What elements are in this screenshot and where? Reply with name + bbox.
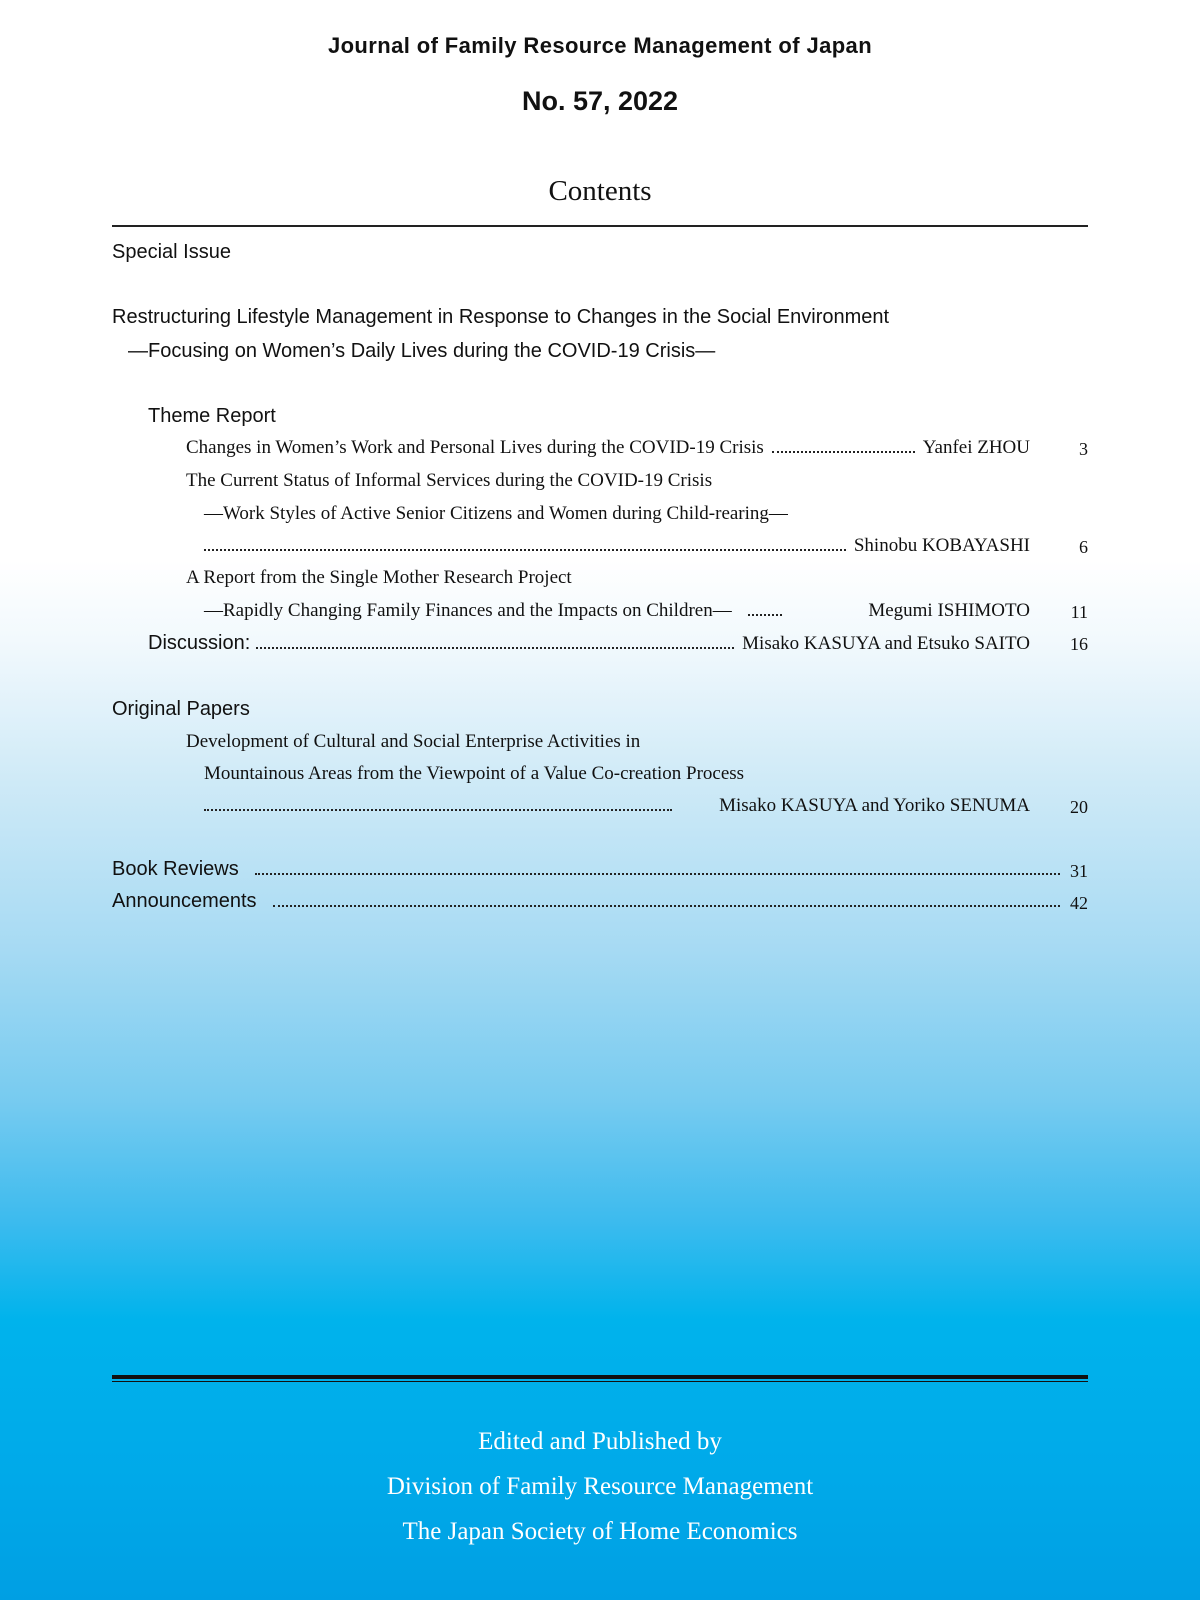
toc-entry-kasuya-senuma[interactable] [204, 795, 1030, 817]
toc-entry-book-reviews[interactable] [112, 858, 1060, 881]
leader-dots [273, 905, 1060, 907]
leader-dots [256, 647, 734, 649]
page-number: 31 [1070, 861, 1088, 881]
leader-dots [204, 809, 672, 811]
theme-report-heading: Theme Report [148, 405, 276, 427]
leader-dots [748, 614, 782, 616]
publisher-line-2: Division of Family Resource Management [386, 1473, 814, 1500]
page-number: 16 [1070, 634, 1088, 654]
page-number: 6 [1079, 537, 1088, 557]
article-author: Megumi ISHIMOTO [868, 600, 1030, 621]
special-issue-title[interactable]: Restructuring Lifestyle Management in Response to Changes in the Social Environment [112, 306, 890, 328]
special-issue-subtitle: —Focusing on Women’s Daily Lives during the COVID-19 Crisis— [128, 340, 716, 362]
article-title-continued: Mountainous Areas from the Viewpoint of a Value Co-creation Process [204, 763, 745, 784]
contents-heading: Contents [548, 175, 652, 207]
journal-title: Journal of Family Resource Management of Japan [327, 33, 873, 58]
leader-dots [255, 873, 1060, 875]
bottom-rule [112, 1375, 1088, 1379]
page-number: 20 [1070, 797, 1088, 817]
article-title[interactable]: The Current Status of Informal Services during the COVID-19 Crisis [186, 470, 713, 491]
leader-dots [204, 549, 846, 551]
announcements-label: Announcements [112, 890, 257, 912]
article-author: Yanfei ZHOU [922, 437, 1030, 458]
original-papers-heading: Original Papers [112, 698, 250, 720]
article-author: Misako KASUYA and Yoriko SENUMA [719, 795, 1030, 816]
article-author: Shinobu KOBAYASHI [853, 535, 1030, 556]
page-number: 11 [1070, 602, 1088, 622]
toc-entry-announcements[interactable] [112, 890, 1060, 913]
special-issue-heading: Special Issue [112, 241, 231, 263]
book-reviews-label: Book Reviews [112, 858, 239, 880]
page-number: 42 [1070, 893, 1088, 913]
issue-number: No. 57, 2022 [521, 86, 679, 116]
toc-entry-discussion[interactable] [148, 632, 1030, 655]
toc-entry-zhou[interactable] [186, 437, 1030, 459]
article-subtitle: —Rapidly Changing Family Finances and the Impacts on Children— [204, 600, 732, 621]
discussion-label: Discussion: [148, 632, 251, 654]
article-subtitle: —Work Styles of Active Senior Citizens and Women during Child-rearing— [204, 503, 788, 524]
article-title: Changes in Women’s Work and Personal Lives during the COVID-19 Crisis [186, 437, 764, 458]
toc-entry-kobayashi[interactable] [204, 535, 1030, 557]
publisher-line-3: The Japan Society of Home Economics [402, 1518, 798, 1545]
toc-entry-ishimoto[interactable] [204, 600, 1030, 622]
page-number: 3 [1079, 439, 1088, 459]
article-title[interactable]: Development of Cultural and Social Enterprise Activities in [186, 731, 641, 752]
article-title[interactable]: A Report from the Single Mother Research Project [186, 567, 572, 588]
publisher-line-1: Edited and Published by [478, 1428, 722, 1455]
top-rule [112, 225, 1088, 227]
leader-dots [772, 451, 915, 453]
bottom-rule-thin [112, 1381, 1088, 1382]
discussion-author: Misako KASUYA and Etsuko SAITO [742, 633, 1030, 654]
